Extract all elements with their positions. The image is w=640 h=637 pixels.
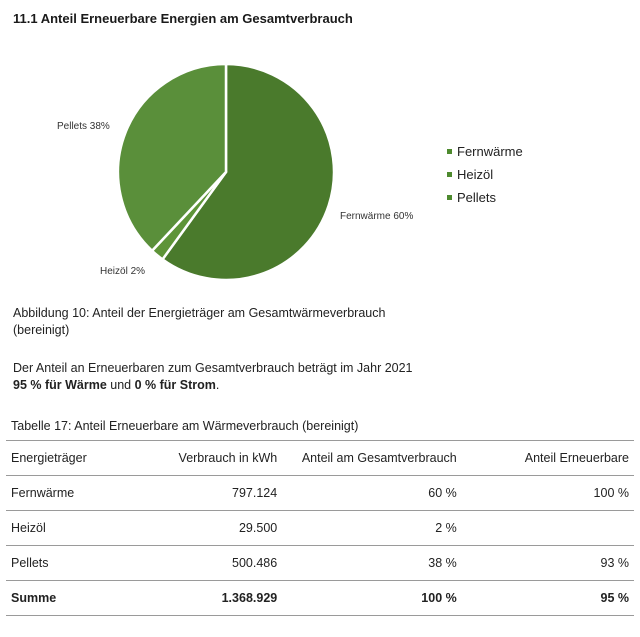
column-header: Energieträger <box>6 441 151 476</box>
table-cell: 38 % <box>282 546 462 581</box>
table-cell: Summe <box>6 581 151 616</box>
table-cell: 95 % <box>462 581 634 616</box>
table-cell: 100 % <box>462 476 634 511</box>
summary-paragraph <box>13 360 573 394</box>
table-cell: 500.486 <box>151 546 282 581</box>
table-header-row <box>6 441 634 476</box>
summary-und: und <box>106 378 135 392</box>
pie-slice-label: Fernwärme 60% <box>340 211 414 222</box>
table-cell: 1.368.929 <box>151 581 282 616</box>
pie-slice-label: Pellets 38% <box>57 121 110 132</box>
summary-strom: 0 % für Strom <box>134 378 216 392</box>
data-table <box>6 440 634 616</box>
table-cell: Fernwärme <box>6 476 151 511</box>
legend-bullet-icon <box>447 149 452 154</box>
summary-sentence: Der Anteil an Erneuerbaren zum Gesamtverbrauch beträgt im Jahr 2021 <box>13 361 413 375</box>
table-total-row <box>6 581 634 616</box>
table-row <box>6 476 634 511</box>
legend-label: Heizöl <box>457 167 494 182</box>
table-cell: 100 % <box>282 581 462 616</box>
table-cell: 797.124 <box>151 476 282 511</box>
chart-legend <box>447 140 523 209</box>
table-cell: Heizöl <box>6 511 151 546</box>
table-cell: 2 % <box>282 511 462 546</box>
legend-bullet-icon <box>447 195 452 200</box>
summary-end: . <box>215 378 220 392</box>
column-header: Anteil Erneuerbare <box>462 441 634 476</box>
column-header: Verbrauch in kWh <box>151 441 282 476</box>
legend-label: Fernwärme <box>457 144 523 159</box>
pie-slice-label: Heizöl 2% <box>100 266 146 277</box>
legend-item-fernwaerme <box>447 140 523 163</box>
column-header: Anteil am Gesamtverbrauch <box>282 441 462 476</box>
legend-item-pellets <box>447 186 523 209</box>
table-cell: 60 % <box>282 476 462 511</box>
table-cell: 29.500 <box>151 511 282 546</box>
summary-waerme: 95 % für Wärme <box>13 378 107 392</box>
table-row <box>6 546 634 581</box>
table-cell: Pellets <box>6 546 151 581</box>
legend-bullet-icon <box>447 172 452 177</box>
legend-label: Pellets <box>457 190 497 205</box>
figure-caption: Abbildung 10: Anteil der Energieträger am Gesamtwärmeverbrauch (bereinigt) <box>13 306 386 337</box>
table-cell <box>462 511 634 546</box>
table-cell: 93 % <box>462 546 634 581</box>
legend-item-heizoel <box>447 163 523 186</box>
section-heading: 11.1 Anteil Erneuerbare Energien am Gesamtverbrauch <box>13 11 353 26</box>
table-caption: Tabelle 17: Anteil Erneuerbare am Wärmeverbrauch (bereinigt) <box>11 419 359 433</box>
table-row <box>6 511 634 546</box>
pie-chart <box>0 40 640 290</box>
